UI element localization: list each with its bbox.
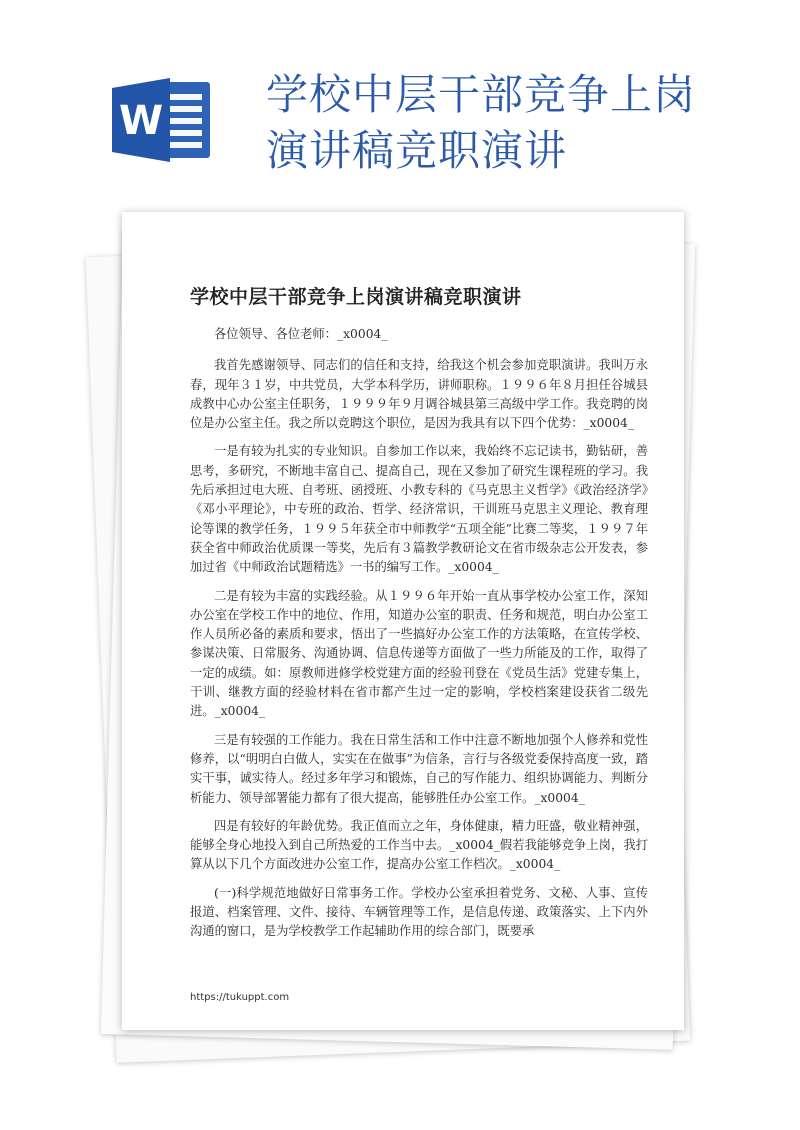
- paragraph: 四是有较好的年龄优势。我正值而立之年，身体健康，精力旺盛，敬业精神强，能够全身心地投入到自己所热爱的工作当中去。_x0004_假若我能够竞争上岗，我打算从以下几个方面改进办公室工作，提高办公室工作档次。_x0004_: [190, 818, 648, 872]
- document-body: [190, 325, 648, 951]
- word-document-icon: [110, 76, 214, 164]
- page-title-line-2: 演讲稿竞职演讲: [266, 126, 568, 175]
- paragraph: 各位领导、各位老师：_x0004_: [214, 327, 388, 341]
- header: [0, 0, 800, 200]
- document-title: 学校中层干部竞争上岗演讲稿竞职演讲: [190, 286, 522, 308]
- paragraph: 三是有较强的工作能力。我在日常生活和工作中注意不断地加强个人修养和党性修养，以“明明白白做人，实实在在做事”为信条，言行与各级党委保持高度一致，踏实干事，诚实待人。经过多年学习和锻炼，自己的写作能力、组织协调能力、判断分析能力、领导部署能力都有了很大提高，能够胜任办公室工作。_x0004_: [190, 732, 648, 805]
- page-title-line-1: 学校中层干部竞争上岗: [266, 70, 697, 119]
- document-page: [122, 212, 684, 1030]
- paragraph: (一)科学规范地做好日常事务工作。学校办公室承担着党务、文秘、人事、宣传报道、档案管理、文件、接待、车辆管理等工作，是信息传递、政策落实、上下内外沟通的窗口，是为学校教学工作起辅助作用的综合部门，既要承: [190, 885, 648, 939]
- paragraph: 一是有较为扎实的专业知识。自参加工作以来，我始终不忘记读书，勤钻研，善思考，多研究，不断地丰富自己、提高自己，现在又参加了研究生课程班的学习。我先后承担过电大班、自考班、函授班、小教专科的《马克思主义哲学》《政治经济学》《邓小平理论》，中专班的政治、哲学、经济常识，干训班马克思主义理论、教育理论等课的教学任务，１９９５年获全市中师教学“五项全能”比赛二等奖，１９９７年获全省中师政治优质课一等奖，先后有３篇教学教研论文在省市级杂志公开发表，参加过省《中师政治试题精选》一书的编写工作。_x0004_: [190, 444, 648, 575]
- paragraph: 二是有较为丰富的实践经验。从１９９６年开始一直从事学校办公室工作，深知办公室在学校工作中的地位、作用，知道办公室的职责、任务和规范，明白办公室工作人员所必备的素质和要求，悟出了一些搞好办公室工作的方法策略，在宣传学校、参谋决策、日常服务、沟通协调、信息传递等方面做了一些力所能及的工作，取得了一定的成绩。如：原教师进修学校党建方面的经验刊登在《党员生活》党建专集上，干训、继教方面的经验材料在省市都产生过一定的影响，学校档案建设获省二级先进。_x0004_: [190, 588, 648, 719]
- logo-letter: W: [118, 98, 164, 144]
- paragraph: 我首先感谢领导、同志们的信任和支持，给我这个机会参加竞职演讲。我叫万永春，现年３１岁，中共党员，大学本科学历，讲师职称。１９９６年８月担任谷城县成教中心办公室主任职务，１９９９年９月调谷城县第三高级中学工作。我竞聘的岗位是办公室主任。我之所以竞聘这个职位，是因为我具有以下四个优势：_x0004_: [190, 358, 648, 431]
- source-url: https://tukuppt.com: [190, 992, 290, 1003]
